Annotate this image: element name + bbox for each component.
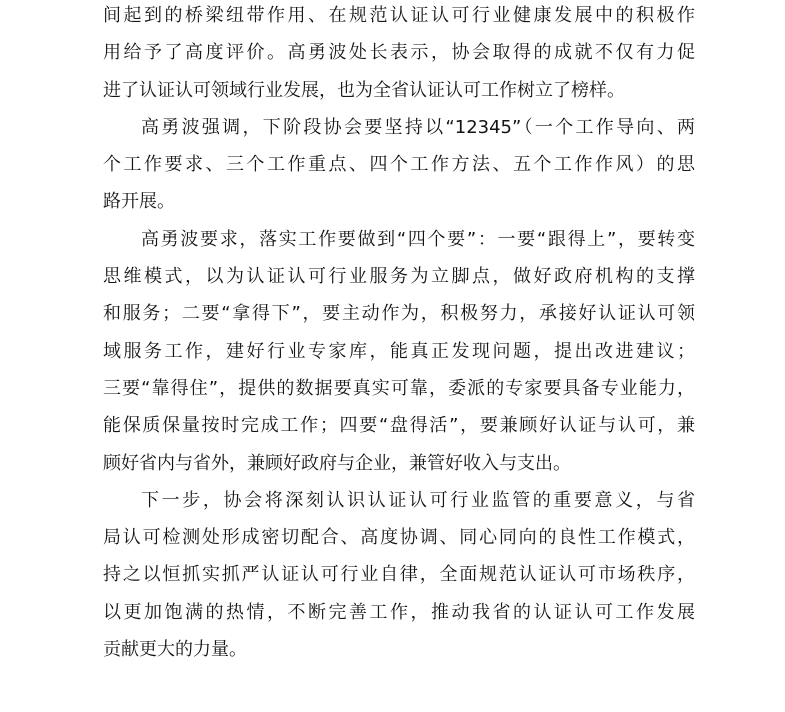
text-line: 域服务工作，建好行业专家库，能真正发现问题，提出改进建议； xyxy=(103,340,695,362)
text-line: 思维模式，以为认证认可行业服务为立脚点，做好政府机构的支撑 xyxy=(103,266,695,288)
text-line: 和服务；二要“拿得下”，要主动作为，积极努力，承接好认证认可领 xyxy=(103,303,695,325)
paragraph-first-line: 高勇波强调，下阶段协会要坚持以“12345”（一个工作导向、两 xyxy=(141,116,695,138)
paragraph-first-line: 下一步，协会将深刻认识认证认可行业监管的重要意义，与省 xyxy=(141,489,695,511)
text-line: 持之以恒抓实抓严认证认可行业自律，全面规范认证认可市场秩序， xyxy=(103,564,695,586)
text-line: 局认可检测处形成密切配合、高度协调、同心同向的良性工作模式， xyxy=(103,527,695,549)
paragraph-first-line: 高勇波要求，落实工作要做到“四个要”：一要“跟得上”，要转变 xyxy=(141,228,695,250)
text-line: 以更加饱满的热情，不断完善工作，推动我省的认证认可工作发展 xyxy=(103,601,695,623)
text-line: 用给予了高度评价。高勇波处长表示，协会取得的成就不仅有力促 xyxy=(103,42,695,64)
text-line: 路开展。 xyxy=(103,191,175,213)
text-line: 间起到的桥梁纽带作用、在规范认证认可行业健康发展中的积极作 xyxy=(103,5,695,26)
text-line: 个工作要求、三个工作重点、四个工作方法、五个工作作风）的思 xyxy=(103,154,695,176)
text-line: 顾好省内与省外，兼顾好政府与企业，兼管好收入与支出。 xyxy=(103,452,571,474)
text-line: 贡献更大的力量。 xyxy=(103,639,247,661)
text-line: 三要“靠得住”，提供的数据要真实可靠，委派的专家要具备专业能力， xyxy=(103,377,695,399)
text-line: 进了认证认可领域行业发展，也为全省认证认可工作树立了榜样。 xyxy=(103,79,625,101)
text-line: 能保质保量按时完成工作；四要“盘得活”，要兼顾好认证与认可，兼 xyxy=(103,415,695,437)
article-body xyxy=(103,0,695,668)
